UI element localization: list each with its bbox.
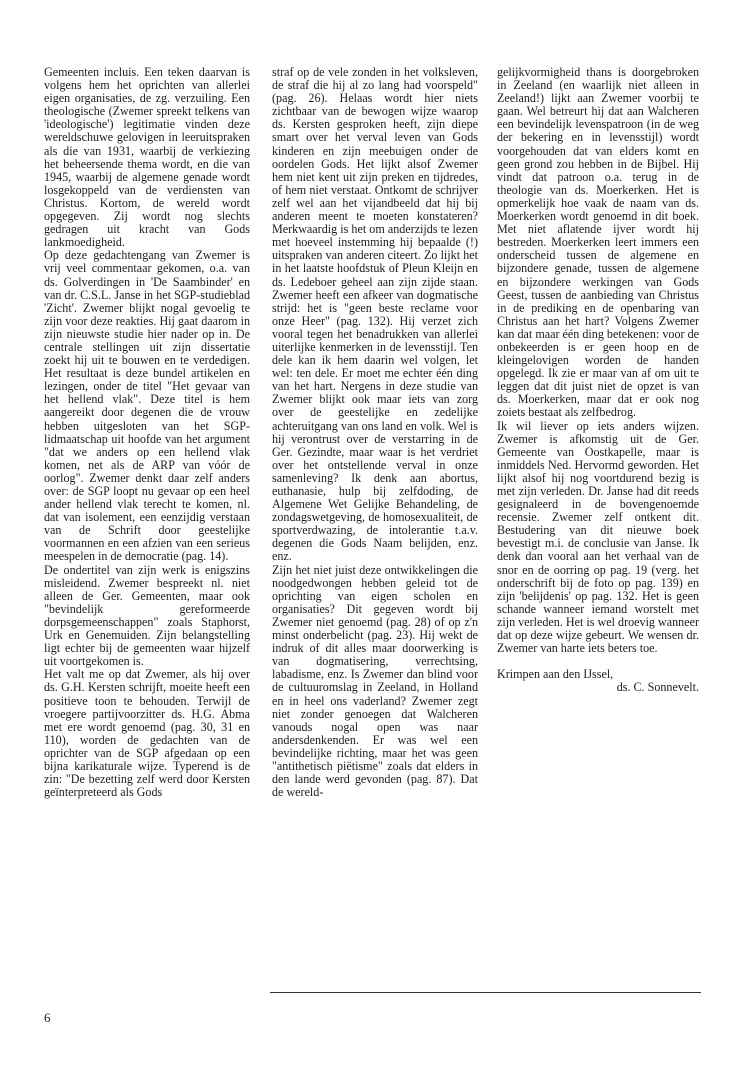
paragraph: Gemeenten incluis. Een teken daarvan is volgens hem het oprichten van allerlei eigen organisaties, de zg. verzuiling. Een theologische (Zwemer spreekt telkens van 'ideologische') legitimatie vinden deze wereldschuwe gelovigen in leeruitspraken als die van 1931, waarbij de verkiezing het beheersende thema wordt, en die van 1945, waarbij de algemene genade wordt losgekoppeld van de verdiensten van Christus. Kortom, de wereld wordt opgegeven. Zij wordt nog slechts gedragen uit kracht van Gods lankmoedigheid. <box>44 65 250 250</box>
text-column-1 <box>44 66 250 799</box>
footer-rule <box>270 992 701 993</box>
paragraph: De ondertitel van zijn werk is enigszins misleidend. Zwemer bespreekt nl. niet alleen de Ger. Gemeenten, maar ook "bevindelijk gereformeerde dorpsgemeenschappen" zoals Staphorst, Urk en Genemuiden. Zijn belangstelling ligt echter bij de gemeenten waar hijzelf uit voortgekomen is. <box>44 562 250 669</box>
signature-name: ds. C. Sonnevelt. <box>616 680 699 695</box>
paragraph: Op deze gedachtengang van Zwemer is vrij veel commentaar gekomen, o.a. van ds. Golverdingen in 'De Saambinder' en van dr. C.S.L. Janse in het SGP-studieblad 'Zicht'. Zwemer blijkt nogal gevoelig te zijn voor deze reakties. Hij gaat daarom in zijn nieuwste studie hier nader op in. De centrale stellingen uit zijn dissertatie zoekt hij uit te bouwen en te verdedigen. Het resultaat is deze bundel artikelen en lezingen, onder de titel "Het gevaar van het hellend vlak". Deze titel is hem aangereikt door degenen die de vrouw hebben uitgesloten van het SGP-lidmaatschap uit hoofde van het argument "dat we anders op een hellend vlak komen, net als de ARP van vóór de oorlog". Zwemer denkt daar zelf anders over: de SGP loopt nu gevaar op een heel ander hellend vlak terecht te komen, nl. dat van isolement, een eenzijdig verstaan van de Schrift door geestelijke voormannen en een afzien van een serieus meespelen in de democratie (pag. 14). <box>44 248 250 564</box>
paragraph: straf op de vele zonden in het volksleven, de straf die hij al zo lang had voorspeld" (pag. 26). Helaas wordt hier niets zichtbaar van de bewogen wijze waarop ds. Kersten gesproken heeft, zijn diepe smart over het verval leven van Gods kinderen en zijn meebuigen onder de oordelen Gods. Het lijkt alsof Zwemer hem niet kent uit zijn preken en tijdredes, of hem niet verstaat. Ontkomt de schrijver zelf wel aan het vijandbeeld dat hij bij anderen meent te moeten konstateren? Merkwaardig is het om anderzijds te lezen met hoeveel instemming hij bepaalde (!) uitspraken van anderen citeert. Zo lijkt het in het laatste hoofdstuk of Pleun Kleijn en ds. Ledeboer geheel aan zijn zijde staan. Zwemer heeft een afkeer van dogmatische strijd: het is "geen beste reclame voor onze Heer" (pag. 132). Hij verzet zich vooral tegen het benadrukken van allerlei uiterlijke kenmerken in de levensstijl. Ten dele kan ik hem daarin wel volgen, let wel: ten dele. Er moet me echter één ding van het hart. Nergens in deze studie van Zwemer blijkt ook maar iets van zorg over de geestelijke en zedelijke achteruitgang van ons land en volk. Wel is hij verontrust over de verstarring in de Ger. Gezindte, maar waar is het verdriet over het ontstellende verval in onze samenleving? Ik denk aan abortus, euthanasie, hulp bij zelfdoding, de Algemene Wet Gelijke Behandeling, de zondagswetgeving, de homosexualiteit, de sportverdwazing, de intolerantie t.a.v. degenen die Gods Naam belijden, enz. enz. <box>272 65 478 564</box>
paragraph: Ik wil liever op iets anders wijzen. Zwemer is afkomstig uit de Ger. Gemeente van Oostkapelle, maar is inmiddels Ned. Hervormd geworden. Het lijkt alsof hij nog voortdurend bezig is met zijn verleden. Dr. Janse had dit reeds gesignaleerd in de bovengenoemde recensie. Zwemer zelf ontkent dit. Bestudering van dit nieuwe boek bevestigt m.i. de conclusie van Janse. Ik denk dan vooral aan het verhaal van de snor en de oorring op pag. 19 (verg. het onderschrift bij de foto op pag. 139) en zijn 'belijdenis' op pag. 132. Het is geen schande wanneer iemand worstelt met zijn verleden. Het is wel droevig wanneer dat op deze wijze gebeurt. We wensen dr. Zwemer van harte iets beters toe. <box>497 418 699 656</box>
text-column-3 <box>497 66 699 694</box>
paragraph: Zijn het niet juist deze ontwikkelingen die noodgedwongen hebben geleid tot de oprichting van eigen scholen en organisaties? Dit gegeven wordt bij Zwemer niet genoemd (pag. 28) of op z'n minst onderbelicht (pag. 23). Hij wekt de indruk of dit alles maar doorwerking is van dogmatisering, verrechtsing, labadisme, enz. Is Zwemer dan blind voor de cultuuromslag in Zeeland, in Holland en in heel ons vaderland? Zwemer zegt niet zonder genoegen dat Walcheren vanouds nogal open was naar andersdenkenden. Er was wel een bevindelijke richting, maar het was geen "antithetisch piëtisme" zoals dat elders in den lande werd gevonden (pag. 87). Dat de wereld- <box>272 562 478 800</box>
paragraph: gelijkvormigheid thans is doorgebroken in Zeeland (en waarlijk niet alleen in Zeeland!) lijkt aan Zwemer voorbij te gaan. Wel betreurt hij dat aan Walcheren een bevindelijk levenspatroon (in de weg der bekering en in levensstijl) wordt voorgehouden dat van elders komt en geen grond zou hebben in de Bijbel. Hij vindt dat patroon o.a. terug in de theologie van ds. Moerkerken. Het is opmerkelijk hoe vaak de naam van ds. Moerkerken wordt genoemd in dit boek. Met niet aflatende ijver wordt hij bestreden. Moerkerken leert immers een onderscheid tussen de algemene en bijzondere genade, tussen de algemene en bijzondere werkingen van Gods Geest, tussen de aanbieding van Christus in de prediking en de openbaring van Christus aan het hart? Volgens Zwemer kan dat maar één ding betekenen: voor de onbekeerden is er geen hoop en de kleingelovigen worden de handen opgelegd. Ik zie er maar van af om uit te leggen dat dit juist niet de opzet is van ds. Moerkerken, maar dat er ook nog zoiets bestaat als zelfbedrog. <box>497 65 699 420</box>
paragraph: Het valt me op dat Zwemer, als hij over ds. G.H. Kersten schrijft, moeite heeft een positieve toon te behouden. Terwijl de vroegere partijvoorzitter ds. H.G. Abma met ere wordt genoemd (pag. 30, 31 en 110), worden de gedachten van de oprichter van de SGP afgedaan op een bijna karikaturale wijze. Typerend is de zin: "De bezetting zelf werd door Kersten geïnterpreteerd als Gods <box>44 667 250 800</box>
text-column-2 <box>272 66 478 799</box>
page-number: 6 <box>44 1010 51 1025</box>
signature-place: Krimpen aan den IJssel, <box>497 667 614 682</box>
